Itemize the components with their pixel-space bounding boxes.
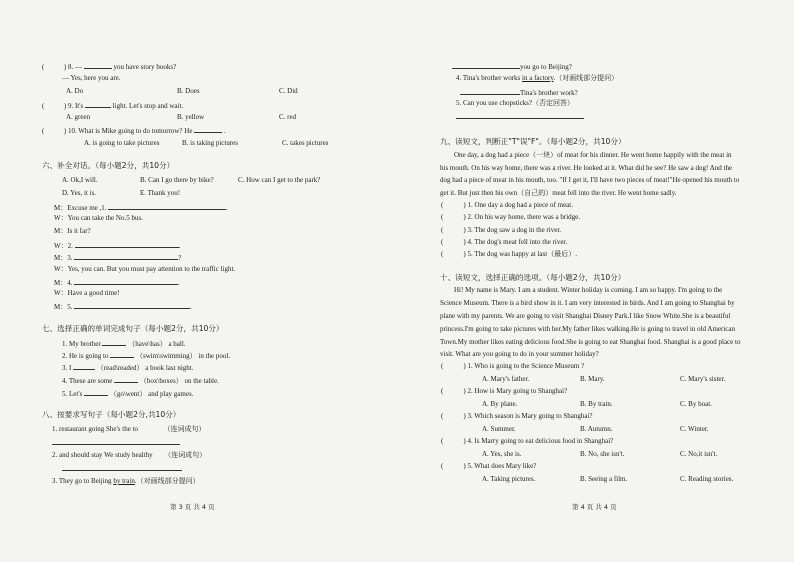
paren: ) [463,238,466,246]
q10-option-b: B. is taking pictures [182,139,238,147]
tf-item-3 [441,226,561,235]
paren: ) [463,201,466,209]
passage9-line-3: dog had a piece of meat in his mouth, too. "If I get it, I'll have two pieces of meat!"He opened his mouth to [440,176,740,184]
paren: ( [441,462,444,470]
speaker: M： [54,227,68,235]
q8-reply: — Yes, here you are. [62,74,121,82]
item-text: 3. I [62,364,72,372]
mc-2-option-c: C. By boat. [680,400,712,408]
q9-line [42,100,183,111]
question-text: 4. Is Marry going to eat delicious food in Shanghai? [467,437,614,445]
item-hint: （go\went） [109,390,147,398]
q10-paren-open: ( [42,127,45,135]
dialog-line-4 [54,240,180,251]
instruction: （连词成句） [163,425,206,433]
paren: ) [463,437,466,445]
question-text: 3. Which season is Mary going to Shanghai? [467,412,593,420]
passage9-line-1: One day, a dog had a piece（一块）of meat for his dinner. He went home happily with the meat in [454,151,732,159]
q5-answer-blank[interactable] [456,111,584,119]
passage9-line-2: his mouth. On his way home, there was a river. He looked at it. What did he see? He saw a dog! And the [440,164,733,172]
dialog-text: 5. [67,303,73,311]
item-text: 5. Let's [62,390,83,398]
dialog-text: You can take the No.5 bus. [67,214,143,222]
dialog-punct: . [190,303,192,311]
question-text: 2. How is Mary going to Shanghai? [467,387,568,395]
sec7-item-4 [62,375,219,386]
item-hint: （read\readed） [96,364,144,372]
sec6-option-c: C. How can I get to the park? [238,176,321,184]
speaker: M： [54,254,68,262]
sec7-blank-3[interactable] [73,362,95,370]
speaker: W： [54,242,68,250]
passage10-line-2: Science Museum. There is a bird show in it. I am very interested in birds. And I am going to Shanghai by [440,299,735,307]
paren: ) [463,462,466,470]
statement: 1. One day a dog had a piece of meat. [467,201,573,209]
q8-option-b: B. Does [177,87,200,95]
tf-item-1 [441,201,573,210]
sec7-blank-1[interactable] [102,338,126,346]
item-hint: （have\has） [128,340,167,348]
page-footer-right: 第 4 页 共 4 页 [572,503,617,511]
sec8-q1 [52,425,206,434]
q8-paren-close: ) [63,63,67,71]
q8-text: you have story books? [113,63,177,71]
section-7-title: 七、选择正确的单词完成句子（每小题2分，共10分） [42,324,224,333]
sec7-blank-4[interactable] [114,375,138,383]
mc-question-4 [441,437,613,446]
q9-blank[interactable] [85,100,111,108]
dialog-line-2 [54,214,143,223]
dialog-text: 4. [67,279,73,287]
dialog-text: 3. [67,254,73,262]
passage10-line-4: princess.I'm going to take pictures with her.My father likes walking.He is going to travel in old American [440,325,736,333]
section-10-title: 十、读短文，选择正确的选项。（每小题2分，共10分） [440,273,626,282]
section-8-title: 八、按要求写句子（每小题2分,共10分） [42,410,181,419]
dialog-text: Excuse me ,1. [67,204,107,212]
item-text: 2. He is going to [62,352,109,360]
sec8-answer-2[interactable] [62,463,182,471]
dialog-line-8 [54,289,120,298]
q4-answer-line [460,87,578,98]
item-text: 4. These are some [62,377,113,385]
mc-5-option-b: B. Seeing a film. [580,475,628,483]
section-6-title: 六、补全对话。（每小题2分，共10分） [42,161,175,170]
answer-end: Tina's brother work? [520,89,578,97]
speaker: M： [54,303,68,311]
passage10-line-5: Town.My mother likes eating delicious food.She is going to eat Shanghai food. Shanghai is a good place to [440,338,741,346]
section-9-title: 九、读短文，判断正"T"误"F"。（每小题2分，共10分） [440,137,626,146]
scrambled-words: 1. restaurant going She's the to [52,425,139,433]
dialog-line-6 [54,265,235,274]
sec7-blank-2[interactable] [110,350,134,358]
paren: ) [463,412,466,420]
q9-paren-close: ) [63,102,67,110]
q3-answer-blank[interactable] [452,61,520,69]
instruction: .（对画线部分提问） [553,74,619,82]
sec7-item-5 [62,388,193,399]
q10-end: . [223,127,226,135]
passage10-line-6: visit. What are you going to do in your summer holiday? [440,350,599,358]
question-text: 5. What does Mary like? [467,462,537,470]
speaker: M： [54,204,68,212]
mc-3-option-c: C. Winter. [680,425,709,433]
paren: ( [441,387,444,395]
instruction: （连词成句） [164,451,207,459]
q10-line [42,125,226,136]
paren: ( [441,437,444,445]
sec6-option-e: E. Thank you! [140,189,181,197]
scrambled-words: 2. and should stay We study healthy [52,451,153,459]
dialog-punct: ? [178,254,182,262]
tf-item-2 [441,213,580,222]
q5-line: 5. Can you use chopsticks?（否定回答） [456,99,575,107]
item-text: a book last night. [145,364,194,372]
paren: ( [441,226,444,234]
paren: ) [463,250,466,258]
mc-2-option-b: B. By train. [580,400,613,408]
q9-option-c: C. red [279,113,297,121]
passage10-line-1: Hi! My name is Mary. I am a student. Winter holiday is coming. I am so happy. I'm going to the [454,286,723,294]
mc-1-option-a: A. Mary's father. [482,375,530,383]
sec7-item-2 [62,350,230,361]
paren: ( [441,250,444,258]
mc-1-option-b: B. Mary. [580,375,605,383]
mc-5-option-a: A. Taking pictures. [482,475,536,483]
speaker: W： [54,214,68,222]
underlined-phrase: by train [113,477,135,485]
mc-3-option-a: A. Summer. [482,425,516,433]
dialog-blank-3[interactable] [74,252,178,260]
item-text: a ball. [168,340,186,348]
q10-text: 10. What is Mike going to do tomorrow? He [67,127,193,135]
speaker: W： [54,289,68,297]
dialog-text: Is it far? [67,227,91,235]
statement: 2. On his way home, there was a bridge. [467,213,580,221]
sec8-q2 [52,451,206,460]
dialog-punct: . [226,204,228,212]
item-text: on the table. [184,377,219,385]
q4-line [456,74,618,83]
mc-1-option-c: C. Mary's sister. [680,375,726,383]
underlined-phrase: in a factory [522,74,554,82]
q9-text: light. Let's stop and wait. [112,102,184,110]
dialog-punct: . [178,242,181,250]
q8-option-c: C. Did [279,87,298,95]
q9-option-b: B. yellow [177,113,205,121]
dialog-blank-1[interactable] [108,202,226,210]
statement: 5. The dog was happy at last（最后）. [467,250,577,258]
paren: ( [441,213,444,221]
q8-paren-open: ( [42,63,45,71]
dialog-text: Yes, you can. But you must pay attention to the traffic light. [67,265,236,273]
dialog-blank-4[interactable] [74,277,178,285]
paren: ( [441,412,444,420]
statement: 4. The dog's meat fell into the river. [467,238,568,246]
tf-item-4 [441,238,567,247]
sec7-item-3 [62,362,193,373]
sec6-option-b: B. Can I go there by bike? [140,176,214,184]
dialog-line-1 [54,202,228,213]
paren: ) [463,387,466,395]
q9-number: 9. It's [67,102,84,110]
sec6-option-a: A. Ok,I will. [62,176,98,184]
q8-line [42,61,176,72]
dialog-line-3 [54,227,91,236]
dialog-text: 2. [67,242,73,250]
item-text: and play games. [148,390,194,398]
item-hint: （swim\swimming） [135,352,197,360]
mc-5-option-c: C. Reading stories. [680,475,734,483]
question-text: 1. Who is going to the Science Museum ? [467,362,585,370]
q10-option-c: C. takes pictures [282,139,329,147]
dialog-punct: . [178,279,180,287]
q10-blank[interactable] [194,125,222,133]
paren: ( [441,201,444,209]
q10-paren-close: ) [63,127,67,135]
dialog-blank-2[interactable] [75,240,179,248]
q9-paren-open: ( [42,102,45,110]
paren: ) [463,213,466,221]
sec8-q3 [52,477,200,486]
mc-4-option-c: C. No,it isn't. [680,450,718,458]
dialog-text: Have a good time! [67,289,120,297]
speaker: W： [54,265,68,273]
mc-4-option-b: B. No, she isn't. [580,450,625,458]
q9-option-a: A. green [66,113,91,121]
sentence-text: 4. Tina's brother works [456,74,523,82]
q4-answer-blank[interactable] [460,87,520,95]
tf-item-5 [441,250,577,259]
item-text: in the pool. [198,352,231,360]
paren: ( [441,238,444,246]
passage10-line-3: plane with my parents. We are going to visit Shanghai Disney Park.I like Snow White.She is a beautiful [440,312,731,320]
passage9-line-4: get it. But just then his own（自己的）meat fell into the river. He went home sadly. [440,189,677,197]
mc-question-2 [441,387,567,396]
q10-option-a: A. is going to take pictures [84,139,160,147]
dialog-line-7 [54,277,180,288]
paren: ) [463,362,466,370]
speaker: M： [54,279,68,287]
mc-question-5 [441,462,536,471]
dialog-blank-5[interactable] [74,301,190,309]
instruction: .（对画线部分提问） [134,477,200,485]
q3-answer-line [452,61,572,72]
sec6-option-d: D. Yes, it is. [62,189,97,197]
mc-3-option-b: B. Autumn. [580,425,613,433]
mc-4-option-a: A. Yes, she is. [482,450,522,458]
item-hint: （box\boxes） [139,377,183,385]
q8-blank[interactable] [84,61,112,69]
q8-option-a: A. Do [66,87,84,95]
sec8-answer-1[interactable] [52,437,180,445]
mc-2-option-a: A. By plane. [482,400,518,408]
mc-question-1 [441,362,584,371]
page-footer-left: 第 3 页 共 4 页 [170,503,215,511]
statement: 3. The dog saw a dog in the river. [467,226,562,234]
sentence-text: 3. They go to Beijing [52,477,114,485]
mc-question-3 [441,412,593,421]
q8-number: 8. — [67,63,82,71]
item-text: 1. My brother [62,340,101,348]
dialog-line-9 [54,301,192,312]
answer-end: you go to Beijing? [520,63,572,71]
sec7-blank-5[interactable] [84,388,108,396]
sec7-item-1 [62,338,186,349]
paren: ) [463,226,466,234]
paren: ( [441,362,444,370]
dialog-line-5 [54,252,181,263]
